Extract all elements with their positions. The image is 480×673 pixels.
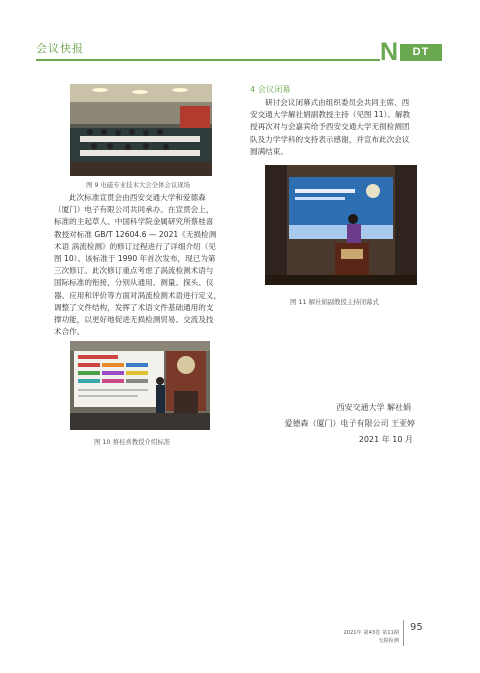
logo-letter: N <box>380 38 399 66</box>
figure-10-caption: 图 10 蔡桂喜教授介绍标准 <box>94 438 171 446</box>
paragraph-line: 图 10）。该标准于 1990 年首次发布，现已为第 <box>54 254 216 264</box>
footer-journal-text: 无损检测 <box>378 638 399 644</box>
paragraph-line: 队及力学学科的支持表示感谢，并宣布此次会议 <box>250 134 410 144</box>
footer-divider <box>403 620 404 646</box>
paragraph-line: 研讨会议闭幕式由组织委员会共同主席、西 <box>265 98 410 107</box>
paragraph-line: 术合作。 <box>54 327 85 337</box>
paragraph-line: 标准的主起草人、中国科学院金属研究所蔡桂喜 <box>54 217 214 227</box>
paragraph-line: 三次修订。此次修订重点考虑了涡流检测术语与 <box>54 266 214 276</box>
paragraph-line: 国际标准的衔接，分别从通用、测量、探头、仪 <box>54 278 214 288</box>
paragraph-line: 教授对标准 GB/T 12604.6 — 2021《无损检测 <box>54 229 217 239</box>
paragraph-line: 术语 涡流检测》的修订过程进行了详细介绍（见 <box>54 241 216 251</box>
signature-date: 2021 年 10 月 <box>358 435 413 444</box>
figure-10-photo <box>70 341 210 430</box>
paragraph-line: 授再次对与会嘉宾给予西安交通大学无损检测团 <box>250 122 410 132</box>
page-number: 95 <box>410 622 423 633</box>
paragraph-line: 此次标准宣贯会由西安交通大学和爱德森 <box>69 193 206 202</box>
left-paragraph <box>54 192 240 338</box>
paragraph-line: 撑功能，以更好地促进无损检测贸易、交流及技 <box>54 315 214 325</box>
paragraph-line: 器、应用和评价等方面对涡流检测术语进行定义， <box>54 290 222 300</box>
paragraph-line: 调整了文件结构，发挥了术语文件基础通用的支 <box>54 302 214 312</box>
footer-issue-text: 2021年 第43卷 第11期 <box>343 630 399 636</box>
paragraph-line: （厦门）电子有限公司共同承办。在宣贯会上， <box>54 205 214 215</box>
logo-box: DT <box>400 44 442 61</box>
section-header-title: 会议快报 <box>36 42 84 55</box>
figure-9-photo <box>70 84 212 176</box>
paragraph-line: 圆满结束。 <box>250 146 288 156</box>
header-divider <box>36 59 380 61</box>
signature-line-2: 爱德森（厦门）电子有限公司 王亚婷 <box>284 419 415 428</box>
section-4-title: 4 会议闭幕 <box>250 84 291 94</box>
closing-paragraph <box>250 97 440 158</box>
paragraph-line: 安交通大学解社娟副教授主持（见图 11）。解教 <box>250 110 411 120</box>
figure-9-caption: 图 9 电磁专业技术大会全体会议现场 <box>86 181 190 189</box>
figure-11-caption: 图 11 解社娟副教授主持闭幕式 <box>290 298 379 306</box>
footer-issue <box>343 629 399 637</box>
figure-11-photo <box>265 165 417 285</box>
signature-line-1: 西安交通大学 解社娟 <box>336 403 411 412</box>
journal-logo <box>380 40 446 64</box>
footer-journal <box>378 637 399 645</box>
